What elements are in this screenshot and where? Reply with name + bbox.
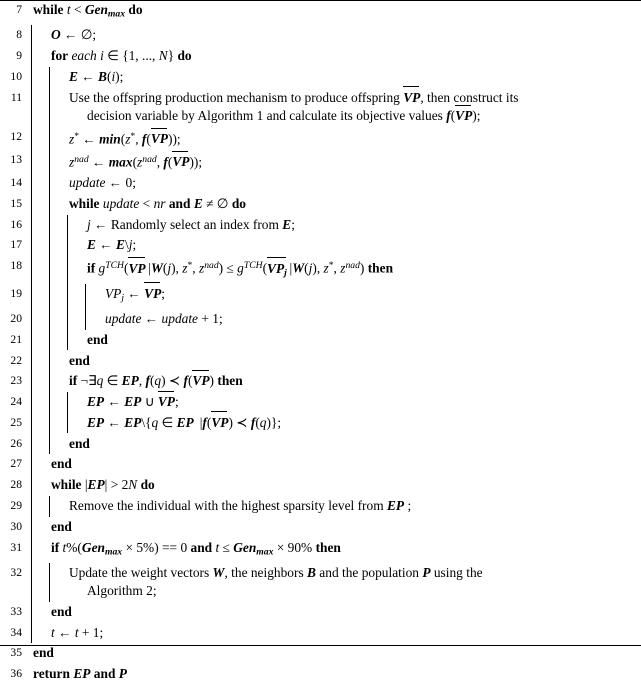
line-content [27,151,641,172]
algorithm-line [0,454,641,475]
line-number: 19 [10,286,22,300]
algorithm-line [0,127,641,150]
algorithm-line [0,413,641,434]
indent-guide-bar [49,235,50,256]
line-text: return EP and P [33,666,127,682]
algorithm-line [0,46,641,67]
line-content [27,476,641,494]
line-text: $z^{nad}$ ← $\max(z^{nad}$, f(VP )); [29,151,641,172]
indent-guide-bar [31,88,32,127]
line-content [27,1,641,24]
indent-guide-bar [31,433,32,454]
indent-guide-bar [31,563,32,602]
line-text: $VP_j$ ← VP ; [29,285,641,308]
algorithm-line [0,496,641,517]
algorithm-line [0,517,641,538]
line-content [27,455,641,473]
line-number: 29 [10,498,22,512]
line-number: 14 [10,176,22,190]
indent-guide-bar [67,330,68,351]
line-number: 17 [10,238,22,252]
line-content [27,331,641,349]
indent-guide-bar [31,371,32,392]
line-content [27,497,641,515]
line-text: end [69,435,90,451]
indent-guide-bar [49,284,50,309]
line-text: O ← ∅; [51,27,97,43]
line-number: 22 [10,353,22,367]
line-content [27,644,641,662]
indent-guide-bar [49,371,50,392]
indent-guide-bar [31,330,32,351]
indent-guide-bar [31,173,32,194]
algorithm-line [0,88,641,127]
indent-guide-bar [67,413,68,434]
algorithm-line [0,664,641,685]
line-content [27,285,641,308]
indent-guide-bar [49,215,50,236]
indent-guide-bar [31,150,32,173]
indent-guide-bar [49,88,50,127]
indent-guide-bar [31,602,32,623]
line-number: 34 [10,625,22,639]
algorithm-line [0,371,641,392]
algorithm-line [0,256,641,284]
line-content [27,257,641,282]
line-number: 12 [10,129,22,143]
algorithm-line [0,350,641,371]
indent-guide-bar [31,256,32,284]
indent-guide-bar [31,194,32,215]
line-content [27,68,641,86]
line-text: EP ← EP\{q ∈ EP |f(VP ) ≺ f(q)}; [29,414,641,432]
line-number: 33 [10,604,22,618]
line-number: 10 [10,69,22,83]
line-content [27,128,641,149]
algorithm-line [0,194,641,215]
line-number: 15 [10,196,22,210]
indent-guide-bar [49,127,50,150]
line-text: t ← t + 1; [51,624,104,640]
line-content [27,195,641,213]
line-text: update ← 0; [69,175,136,191]
line-number: 24 [10,395,22,409]
indent-guide-bar [31,475,32,496]
line-number: 8 [16,28,22,42]
algorithm-line [0,433,641,454]
line-text: end [33,645,54,661]
algorithm-line [0,235,641,256]
line-number: 7 [16,3,22,17]
indent-guide-bar [67,256,68,284]
line-content [27,665,641,683]
line-text: j ← Randomly select an index from E; [87,216,295,232]
indent-guide-bar [31,67,32,88]
algorithm-line [0,537,641,562]
line-content [27,216,641,234]
indent-guide-bar [67,309,68,330]
line-number: 35 [10,646,22,660]
line-number: 30 [10,519,22,533]
algorithm-line [0,475,641,496]
indent-guide-bar [31,454,32,475]
line-content [27,539,641,562]
indent-guide-bar [31,215,32,236]
algorithm-line [0,25,641,46]
algorithm-line [0,150,641,173]
line-number: 27 [10,457,22,471]
indent-guide-bar [31,46,32,67]
line-text: update ← update + 1; [105,310,223,326]
line-content [27,47,641,65]
indent-guide-bar [49,563,50,602]
line-content [27,393,641,411]
indent-guide-bar [49,67,50,88]
line-text: while update < nr and E ≠ ∅ do [69,195,246,211]
indent-guide-bar [31,284,32,309]
line-content [27,435,641,453]
line-content [27,414,641,432]
line-number: 26 [10,436,22,450]
line-text: end [69,352,90,368]
line-text: while t < Gen$_{max}$ do [33,2,143,20]
line-text: EP ← EP ∪ VP ; [29,393,641,411]
line-text: Remove the individual with the highest sparsity level from EP ; [69,497,412,513]
algorithm-line [0,215,641,236]
line-text: if $g^{TCH}(VP$ |W(j), z*, $z^{nad}) \le g^{TCH}(VP_j$ |W(j), z*, $z^{nad}$) then [29,257,641,282]
line-text: end [51,456,72,472]
line-number: 31 [10,540,22,554]
line-number: 28 [10,478,22,492]
line-text: end [51,518,72,534]
indent-guide-bar [49,496,50,517]
algorithm-line [0,643,641,664]
algorithm-line [0,173,641,194]
line-text: z* ← min(z*, f(VP )); [29,128,641,149]
line-content [27,89,641,126]
line-content [27,310,641,328]
line-content [27,372,641,390]
line-content [27,236,641,254]
indent-guide-bar [49,330,50,351]
line-content [27,564,641,601]
line-content [27,518,641,536]
indent-guide-bar [67,284,68,309]
line-text: while |EP| > 2N do [51,477,155,493]
indent-guide-bar [31,25,32,46]
line-text: for each i ∈ {1, ..., N} do [51,48,192,64]
indent-guide-bar [49,392,50,413]
line-text: end [51,603,72,619]
indent-guide-bar [85,309,86,330]
line-number: 20 [10,311,22,325]
indent-guide-bar [67,392,68,413]
line-number: 16 [10,217,22,231]
algorithm-line [0,392,641,413]
line-number: 13 [10,153,22,167]
indent-guide-bar [49,309,50,330]
line-number: 18 [10,259,22,273]
indent-guide-bar [49,433,50,454]
algorithm-line [0,284,641,309]
line-text: end [87,331,108,347]
algorithm-line [0,67,641,88]
line-number: 32 [10,565,22,579]
line-text: if ¬∃q ∈ EP, f(q) ≺ f(VP ) then [29,372,641,390]
indent-guide-bar [49,150,50,173]
indent-guide-bar [31,392,32,413]
indent-guide-bar [31,517,32,538]
line-content [27,603,641,621]
line-text: E ← E\j; [87,237,137,253]
algorithm-line [0,0,641,25]
indent-guide-bar [49,350,50,371]
line-text: Use the offspring production mechanism to produce offspring VP , then construct its decision variable by Algorithm 1 and calculate its objective values f(VP ); [29,89,641,126]
indent-guide-bar [31,350,32,371]
line-content [27,352,641,370]
line-number: 36 [10,667,22,681]
indent-guide-bar [67,235,68,256]
algorithm-line [0,330,641,351]
algorithm-line [0,602,641,623]
algorithm-line [0,309,641,330]
indent-guide-bar [49,194,50,215]
indent-guide-bar [31,235,32,256]
indent-guide-bar [31,127,32,150]
indent-guide-bar [49,256,50,284]
line-text: E ← B(i); [69,68,124,84]
line-content [27,624,641,642]
line-content [27,174,641,192]
indent-guide-bar [31,537,32,562]
indent-guide-bar [31,413,32,434]
line-number: 25 [10,415,22,429]
algorithm-line [0,623,641,644]
indent-guide-bar [67,215,68,236]
line-number: 9 [16,49,22,63]
line-number: 23 [10,374,22,388]
line-content [27,26,641,44]
line-text: if t%(Gen$_{max}$ × 5%) == 0 and t ≤ Gen$_{max}$ × 90% then [51,539,341,557]
line-number: 21 [10,332,22,346]
indent-guide-bar [31,309,32,330]
indent-guide-bar [85,284,86,309]
line-number: 11 [10,90,22,104]
line-text: Update the weight vectors W, the neighbors B and the population P using the Algorithm 2; [69,564,483,599]
indent-guide-bar [49,413,50,434]
algorithm-bottom-rule [0,645,641,646]
indent-guide-bar [49,173,50,194]
algorithm-line [0,563,641,602]
indent-guide-bar [31,623,32,644]
indent-guide-bar [31,496,32,517]
